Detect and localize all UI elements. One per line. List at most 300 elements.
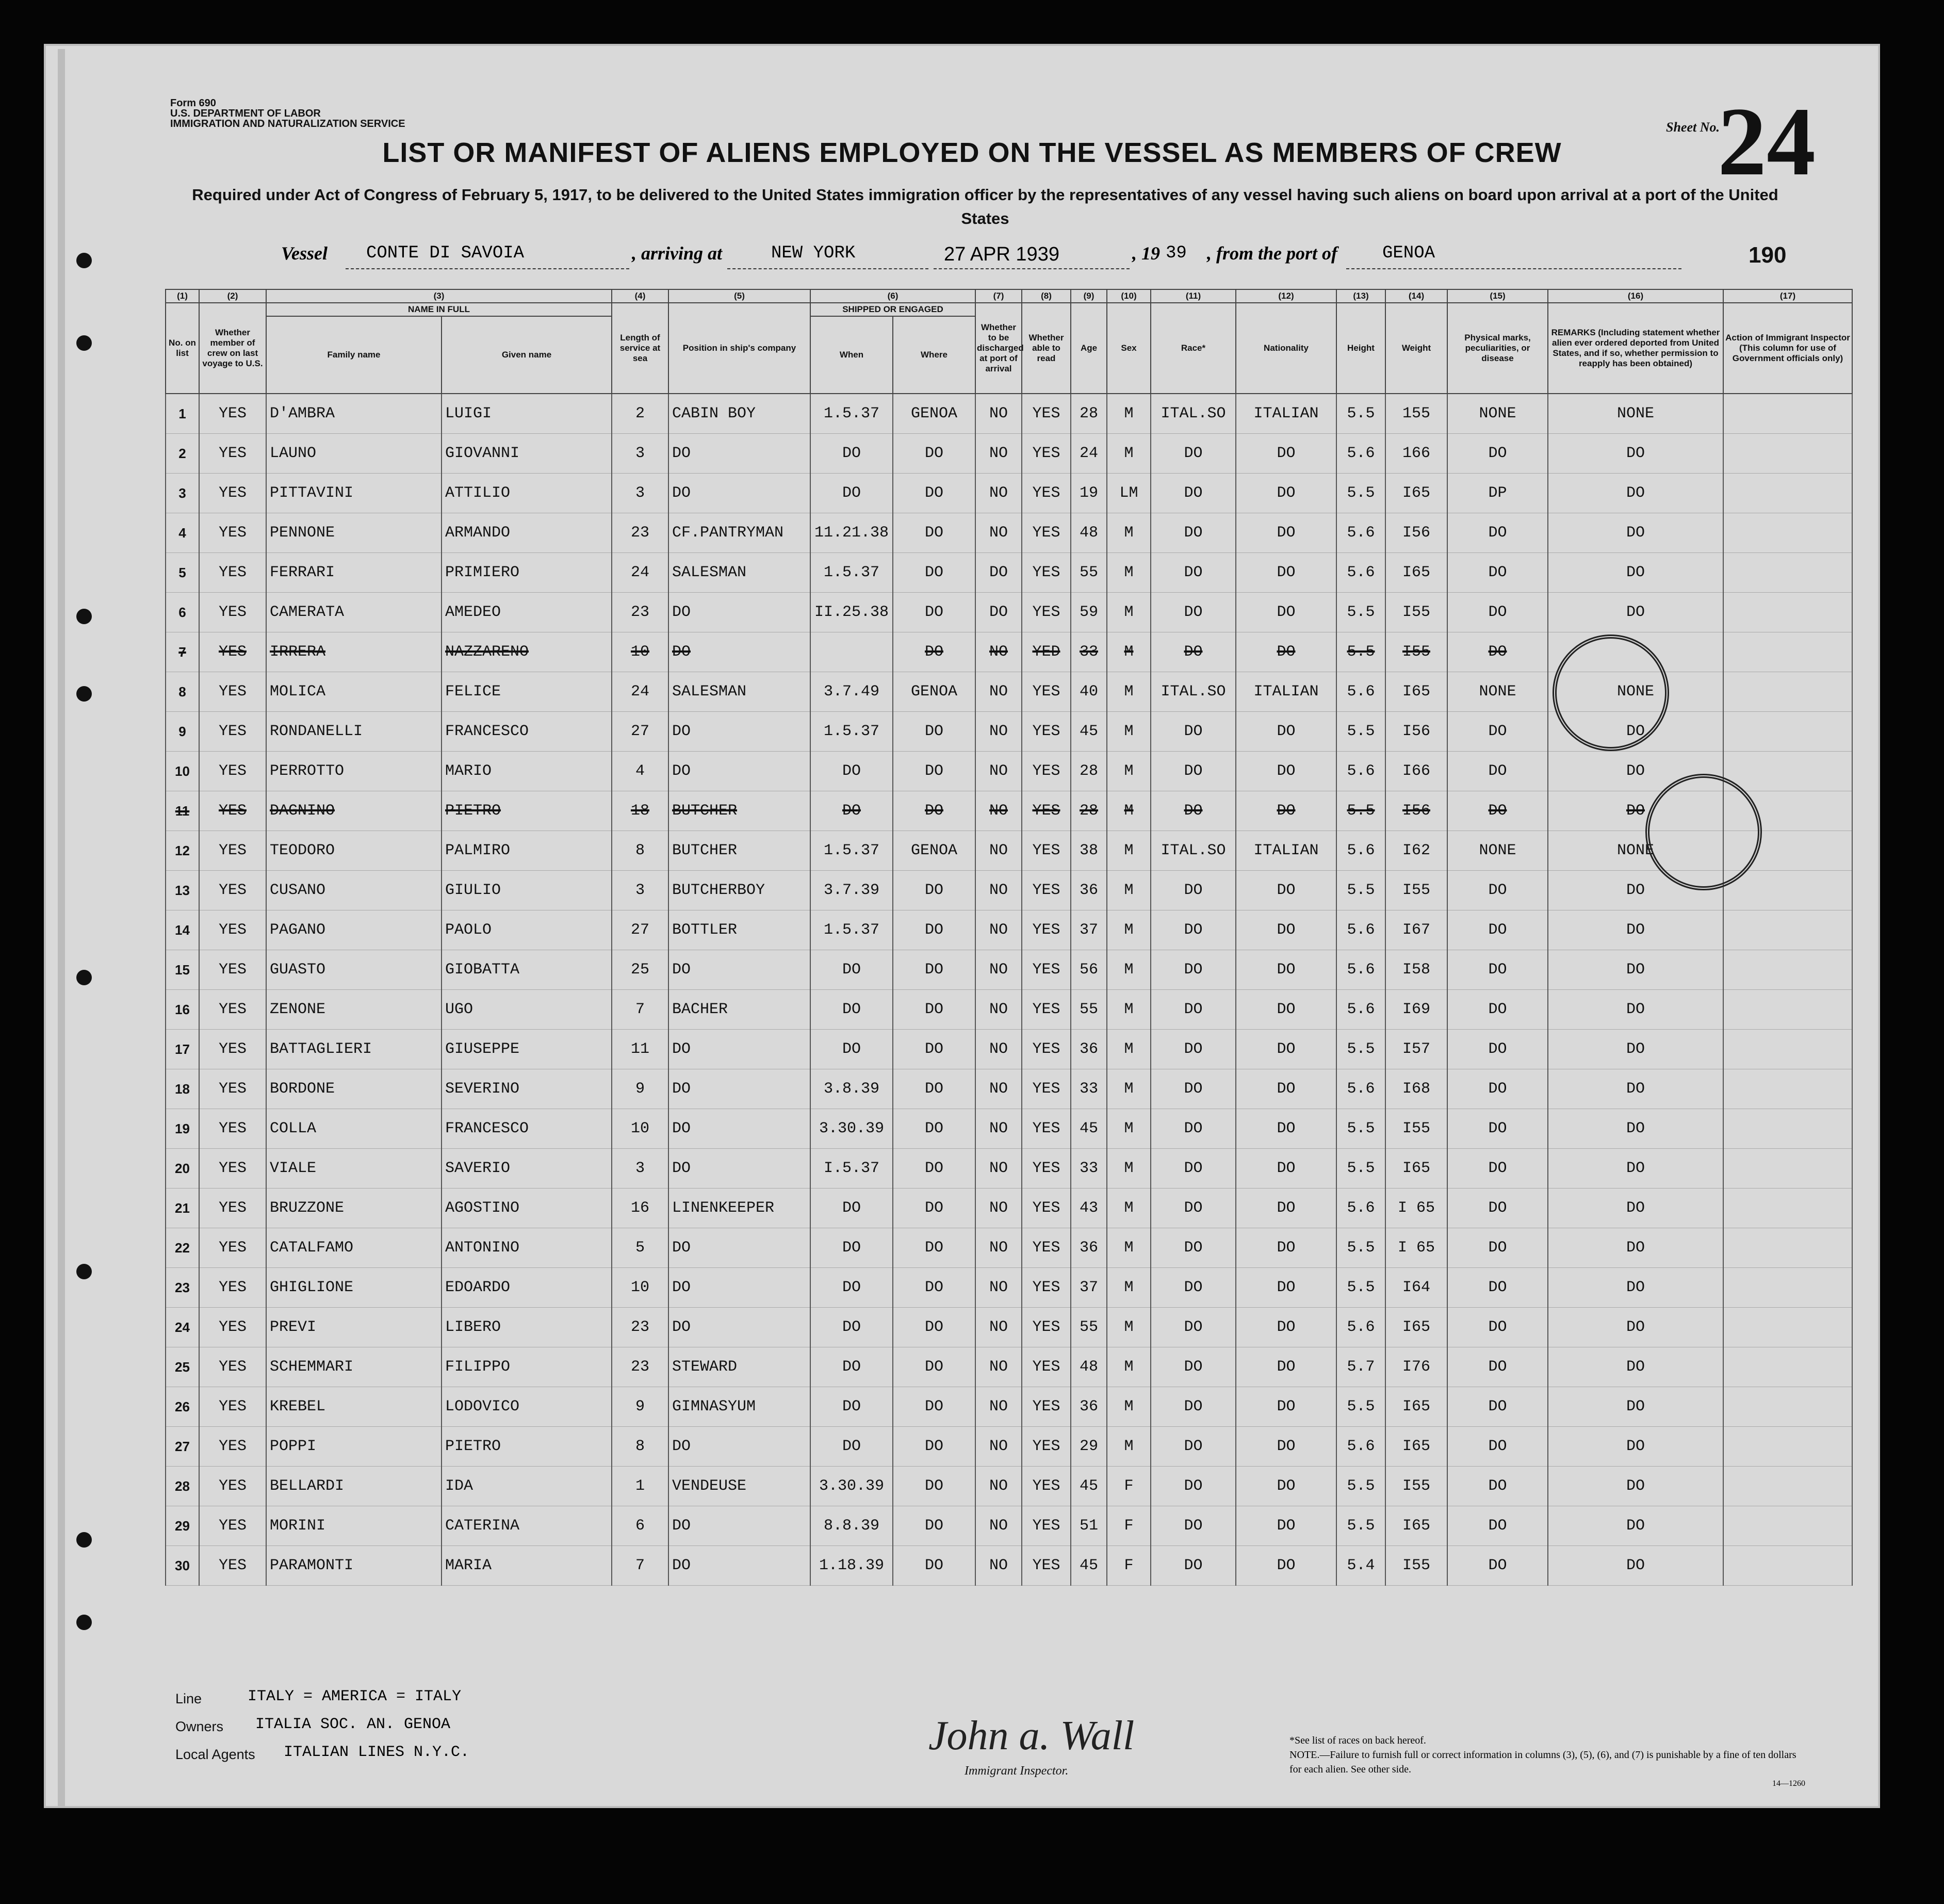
col-num: (14) [1385,289,1447,303]
binder-hole [76,335,92,351]
position: BOTTLER [668,910,810,950]
crew-member-status: YES [199,1189,266,1228]
race: DO [1151,791,1236,831]
remarks: DO [1548,950,1723,990]
to-be-discharged: DO [975,593,1022,632]
inspector-action [1723,394,1852,434]
remarks: DO [1548,1228,1723,1268]
physical-marks: DO [1447,910,1548,950]
position: CABIN BOY [668,394,810,434]
shipped-when: II.25.38 [810,593,893,632]
weight: I65 [1385,1149,1447,1189]
weight: I65 [1385,1308,1447,1347]
col-num: (16) [1548,289,1723,303]
weight: I65 [1385,474,1447,513]
remarks: DO [1548,553,1723,593]
departure-port: GENOA [1382,243,1435,263]
table-row [166,1506,1852,1546]
nationality: DO [1236,712,1336,752]
able-to-read: YES [1022,513,1071,553]
crew-member-status: YES [199,990,266,1030]
weight: I56 [1385,791,1447,831]
age: 59 [1071,593,1107,632]
col-num: (3) [266,289,612,303]
row-number: 11 [166,791,199,831]
sex: M [1107,1189,1151,1228]
owners-label: Owners [175,1719,224,1734]
able-to-read: YED [1022,632,1071,672]
service-length: 6 [612,1506,668,1546]
field-underline [727,268,928,269]
table-row [166,1347,1852,1387]
service-length: 2 [612,394,668,434]
row-number: 20 [166,1149,199,1189]
inspector-action [1723,1189,1852,1228]
sex: M [1107,632,1151,672]
service-length: 7 [612,1546,668,1586]
family-name: BRUZZONE [266,1189,442,1228]
col-nationality: Nationality [1236,303,1336,394]
race: DO [1151,950,1236,990]
crew-member-status: YES [199,831,266,871]
sex: M [1107,1030,1151,1069]
binder-hole [76,970,92,985]
age: 56 [1071,950,1107,990]
given-name: GIOBATTA [442,950,612,990]
able-to-read: YES [1022,1149,1071,1189]
race: ITAL.SO [1151,672,1236,712]
to-be-discharged: NO [975,990,1022,1030]
age: 28 [1071,394,1107,434]
height: 5.6 [1336,950,1385,990]
sex: M [1107,593,1151,632]
sex: M [1107,712,1151,752]
family-name: BELLARDI [266,1467,442,1506]
service-length: 8 [612,831,668,871]
shipped-where: DO [893,791,975,831]
race: DO [1151,434,1236,474]
to-be-discharged: NO [975,1506,1022,1546]
position: DO [668,1268,810,1308]
service-length: 3 [612,1149,668,1189]
weight: I55 [1385,593,1447,632]
shipped-when: DO [810,1347,893,1387]
inspector-action [1723,752,1852,791]
vessel-name: CONTE DI SAVOIA [366,243,525,263]
inspector-action [1723,871,1852,910]
shipped-where: DO [893,871,975,910]
shipped-when: DO [810,990,893,1030]
height: 5.6 [1336,672,1385,712]
height: 5.6 [1336,1189,1385,1228]
age: 48 [1071,513,1107,553]
table-row [166,1308,1852,1347]
col-num: (4) [612,289,668,303]
height: 5.5 [1336,791,1385,831]
arrival-date: 27 APR 1939 [944,243,1059,265]
family-name: FERRARI [266,553,442,593]
weight: I65 [1385,1506,1447,1546]
form-notes [1289,1733,1805,1791]
to-be-discharged: NO [975,1189,1022,1228]
crew-member-status: YES [199,910,266,950]
physical-marks: DO [1447,1030,1548,1069]
age: 28 [1071,752,1107,791]
shipped-when: DO [810,1268,893,1308]
sex: M [1107,990,1151,1030]
able-to-read: YES [1022,910,1071,950]
family-name: DAGNINO [266,791,442,831]
from-port-label: , from the port of [1207,243,1338,264]
able-to-read: YES [1022,1069,1071,1109]
age: 55 [1071,553,1107,593]
inspector-action [1723,1546,1852,1586]
age: 55 [1071,990,1107,1030]
remarks: DO [1548,871,1723,910]
inspector-action [1723,1109,1852,1149]
height: 5.5 [1336,474,1385,513]
given-name: MARIA [442,1546,612,1586]
col-action: Action of Immigrant Inspector (This column for use of Government officials only) [1723,303,1852,394]
height: 5.5 [1336,1268,1385,1308]
remarks: DO [1548,1030,1723,1069]
table-row [166,1109,1852,1149]
row-number: 22 [166,1228,199,1268]
height: 5.5 [1336,593,1385,632]
race: DO [1151,1347,1236,1387]
col-given: Given name [442,316,612,394]
remarks: DO [1548,752,1723,791]
to-be-discharged: NO [975,1228,1022,1268]
shipped-when: DO [810,1228,893,1268]
to-be-discharged: NO [975,1467,1022,1506]
race: DO [1151,1506,1236,1546]
shipped-where: DO [893,1069,975,1109]
row-number: 1 [166,394,199,434]
physical-marks: DO [1447,1546,1548,1586]
position: GIMNASYUM [668,1387,810,1427]
crew-member-status: YES [199,672,266,712]
physical-marks: DO [1447,1467,1548,1506]
service-length: 25 [612,950,668,990]
sex: M [1107,910,1151,950]
shipped-where: GENOA [893,672,975,712]
physical-marks: DO [1447,1109,1548,1149]
col-num: (8) [1022,289,1071,303]
weight: I67 [1385,910,1447,950]
row-number: 23 [166,1268,199,1308]
age: 55 [1071,1308,1107,1347]
position: DO [668,474,810,513]
nationality: DO [1236,791,1336,831]
to-be-discharged: NO [975,1546,1022,1586]
race: DO [1151,910,1236,950]
shipped-where: DO [893,632,975,672]
shipped-where: DO [893,1387,975,1427]
inspector-action [1723,1030,1852,1069]
to-be-discharged: NO [975,1387,1022,1427]
to-be-discharged: NO [975,632,1022,672]
col-read: Whether able to read [1022,303,1071,394]
weight: I 65 [1385,1189,1447,1228]
col-no: No. on list [166,303,199,394]
col-num: (6) [810,289,975,303]
crew-manifest-table [165,289,1853,1586]
sex: F [1107,1467,1151,1506]
physical-marks: DO [1447,1347,1548,1387]
race: DO [1151,553,1236,593]
position: DO [668,1308,810,1347]
race: DO [1151,1228,1236,1268]
able-to-read: YES [1022,1189,1071,1228]
sex: M [1107,1427,1151,1467]
inspector-action [1723,553,1852,593]
able-to-read: YES [1022,1427,1071,1467]
col-shipped: SHIPPED OR ENGAGED [810,303,975,316]
shipped-where: DO [893,513,975,553]
nationality: DO [1236,474,1336,513]
sex: M [1107,791,1151,831]
table-row [166,593,1852,632]
position: SALESMAN [668,553,810,593]
height: 5.5 [1336,1506,1385,1546]
weight: I62 [1385,831,1447,871]
physical-marks: NONE [1447,672,1548,712]
col-weight: Weight [1385,303,1447,394]
col-num: (13) [1336,289,1385,303]
to-be-discharged: NO [975,434,1022,474]
col-num: (17) [1723,289,1852,303]
sex: LM [1107,474,1151,513]
field-underline [346,268,629,269]
service-length: 11 [612,1030,668,1069]
able-to-read: YES [1022,1109,1071,1149]
inspector-action [1723,513,1852,553]
remarks: DO [1548,1189,1723,1228]
age: 45 [1071,1467,1107,1506]
crew-member-status: YES [199,513,266,553]
shipped-where: DO [893,1149,975,1189]
family-name: D'AMBRA [266,394,442,434]
remarks: DO [1548,712,1723,752]
row-number: 7 [166,632,199,672]
height: 5.5 [1336,1109,1385,1149]
shipped-when: 3.7.39 [810,871,893,910]
weight: I55 [1385,1546,1447,1586]
sex: M [1107,1149,1151,1189]
position: STEWARD [668,1347,810,1387]
race: DO [1151,871,1236,910]
given-name: PIETRO [442,1427,612,1467]
shipped-where: DO [893,434,975,474]
shipped-when: 8.8.39 [810,1506,893,1546]
shipped-when: 1.5.37 [810,831,893,871]
row-number: 4 [166,513,199,553]
weight: 155 [1385,394,1447,434]
row-number: 19 [166,1109,199,1149]
age: 38 [1071,831,1107,871]
col-position: Position in ship's company [668,303,810,394]
age: 24 [1071,434,1107,474]
row-number: 8 [166,672,199,712]
table-row [166,1427,1852,1467]
shipped-when: DO [810,791,893,831]
field-underline [1346,268,1681,269]
age: 45 [1071,712,1107,752]
service-length: 9 [612,1069,668,1109]
able-to-read: YES [1022,672,1071,712]
physical-marks: DO [1447,990,1548,1030]
shipped-where: DO [893,950,975,990]
inspector-action [1723,1069,1852,1109]
position: DO [668,712,810,752]
position: DO [668,1069,810,1109]
nationality: DO [1236,1149,1336,1189]
position: DO [668,950,810,990]
table-row [166,950,1852,990]
crew-member-status: YES [199,434,266,474]
given-name: CATERINA [442,1506,612,1546]
owners-value: ITALIA SOC. AN. GENOA [255,1716,451,1733]
height: 5.6 [1336,513,1385,553]
race: DO [1151,1149,1236,1189]
nationality: DO [1236,1347,1336,1387]
physical-marks: DO [1447,632,1548,672]
table-row [166,910,1852,950]
race: DO [1151,752,1236,791]
sex: M [1107,394,1151,434]
crew-member-status: YES [199,474,266,513]
sheet-number-label: Sheet No. [1666,120,1720,135]
col-num: (9) [1071,289,1107,303]
position: SALESMAN [668,672,810,712]
nationality: DO [1236,1427,1336,1467]
shipped-when: DO [810,434,893,474]
service-length: 23 [612,1308,668,1347]
binder-hole [76,686,92,702]
crew-member-status: YES [199,632,266,672]
to-be-discharged: NO [975,474,1022,513]
shipped-when: DO [810,1308,893,1347]
physical-marks: DO [1447,434,1548,474]
height: 5.5 [1336,1030,1385,1069]
nationality: DO [1236,950,1336,990]
row-number: 10 [166,752,199,791]
physical-marks: DO [1447,1308,1548,1347]
position: DO [668,1546,810,1586]
race: DO [1151,474,1236,513]
shipped-when: DO [810,1427,893,1467]
inspector-action [1723,434,1852,474]
nationality: DO [1236,513,1336,553]
given-name: ANTONINO [442,1228,612,1268]
given-name: GIULIO [442,871,612,910]
physical-marks: DO [1447,1387,1548,1427]
position: DO [668,593,810,632]
inspector-action [1723,1149,1852,1189]
family-name: CUSANO [266,871,442,910]
to-be-discharged: NO [975,712,1022,752]
family-name: IRRERA [266,632,442,672]
race: DO [1151,1467,1236,1506]
given-name: LODOVICO [442,1387,612,1427]
given-name: FILIPPO [442,1347,612,1387]
form-code: 14—1260 [1772,1779,1805,1788]
binder-hole [76,1532,92,1548]
weight: I64 [1385,1268,1447,1308]
given-name: FELICE [442,672,612,712]
weight: I65 [1385,1427,1447,1467]
col-num: (5) [668,289,810,303]
shipped-where: DO [893,1427,975,1467]
physical-marks: DP [1447,474,1548,513]
race: DO [1151,1427,1236,1467]
row-number: 18 [166,1069,199,1109]
binder-hole [76,1264,92,1279]
page-title: LIST OR MANIFEST OF ALIENS EMPLOYED ON THE VESSEL AS MEMBERS OF CREW [382,137,1562,168]
physical-marks: DO [1447,1506,1548,1546]
row-number: 27 [166,1427,199,1467]
to-be-discharged: NO [975,752,1022,791]
given-name: UGO [442,990,612,1030]
crew-member-status: YES [199,593,266,632]
field-underline [934,268,1130,269]
family-name: CATALFAMO [266,1228,442,1268]
height: 5.7 [1336,1347,1385,1387]
col-marks: Physical marks, peculiarities, or disease [1447,303,1548,394]
crew-member-status: YES [199,871,266,910]
row-number: 9 [166,712,199,752]
table-row [166,752,1852,791]
position: DO [668,752,810,791]
able-to-read: YES [1022,990,1071,1030]
service-length: 8 [612,1427,668,1467]
vessel-label: Vessel [281,243,328,264]
able-to-read: YES [1022,593,1071,632]
inspector-action [1723,910,1852,950]
col-service: Length of service at sea [612,303,668,394]
nationality: DO [1236,910,1336,950]
col-where: Where [893,316,975,394]
col-member: Whether member of crew on last voyage to U.S. [199,303,266,394]
table-row [166,474,1852,513]
to-be-discharged: NO [975,791,1022,831]
given-name: NAZZARENO [442,632,612,672]
able-to-read: YES [1022,871,1071,910]
shipped-when: DO [810,1030,893,1069]
race: DO [1151,1546,1236,1586]
table-row [166,553,1852,593]
consulate-stamp [1553,634,1669,751]
given-name: IDA [442,1467,612,1506]
given-name: PIETRO [442,791,612,831]
shipped-where: DO [893,1506,975,1546]
service-length: 4 [612,752,668,791]
col-num: (1) [166,289,199,303]
shipping-line: ITALY = AMERICA = ITALY [248,1688,462,1705]
shipped-when: 1.5.37 [810,394,893,434]
crew-member-status: YES [199,1268,266,1308]
inspector-action [1723,593,1852,632]
shipped-where: DO [893,553,975,593]
remarks: DO [1548,1268,1723,1308]
to-be-discharged: NO [975,1347,1022,1387]
physical-marks: DO [1447,1189,1548,1228]
age: 43 [1071,1189,1107,1228]
service-length: 27 [612,712,668,752]
able-to-read: YES [1022,474,1071,513]
row-number: 28 [166,1467,199,1506]
